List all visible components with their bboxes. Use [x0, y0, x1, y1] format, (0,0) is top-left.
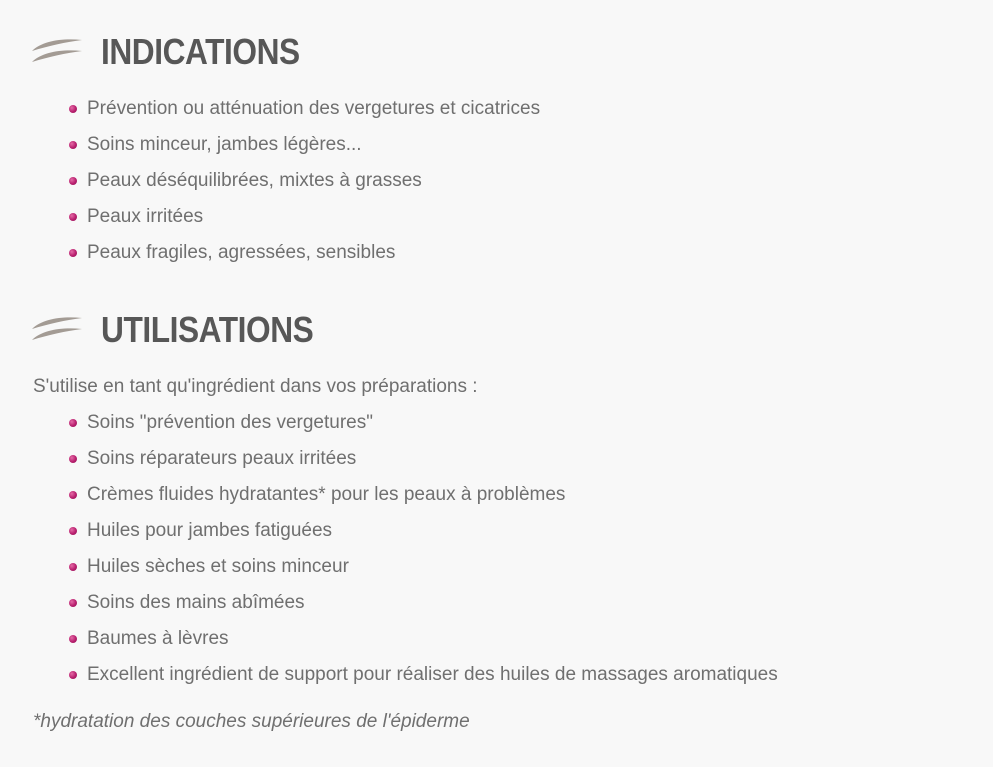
list-item-label: Prévention ou atténuation des vergetures et cicatrices: [87, 98, 541, 119]
bullet-icon: [69, 105, 77, 113]
bullet-icon: [69, 455, 77, 463]
indications-header: [0, 30, 993, 80]
list-item: [0, 127, 993, 163]
list-item-label: Excellent ingrédient de support pour réaliser des huiles de massages aromatiques: [87, 664, 778, 685]
list-item: [0, 621, 993, 657]
bullet-icon: [69, 249, 77, 257]
list-item: [0, 235, 993, 271]
list-item: [0, 441, 993, 477]
list-item-label: Crèmes fluides hydratantes* pour les peaux à problèmes: [87, 484, 566, 505]
list-item: [0, 585, 993, 621]
list-item: [0, 513, 993, 549]
list-item: [0, 91, 993, 127]
footnote: *hydratation des couches supérieures de l'épiderme: [33, 711, 470, 732]
list-item: [0, 657, 993, 693]
swoosh-icon: [30, 36, 84, 66]
utilisations-title: UTILISATIONS: [101, 309, 314, 350]
list-item-label: Soins "prévention des vergetures": [87, 412, 373, 433]
list-item: [0, 163, 993, 199]
list-item: [0, 549, 993, 585]
list-item-label: Baumes à lèvres: [87, 628, 229, 649]
bullet-icon: [69, 141, 77, 149]
bullet-icon: [69, 635, 77, 643]
utilisations-section: [0, 308, 993, 358]
list-item: [0, 199, 993, 235]
utilisations-intro: S'utilise en tant qu'ingrédient dans vos préparations :: [33, 376, 478, 397]
bullet-icon: [69, 213, 77, 221]
bullet-icon: [69, 419, 77, 427]
list-item: [0, 477, 993, 513]
list-item-label: Huiles pour jambes fatiguées: [87, 520, 333, 541]
list-item-label: Huiles sèches et soins minceur: [87, 556, 349, 577]
swoosh-icon: [30, 314, 84, 344]
indications-section: [0, 30, 993, 80]
list-item: [0, 405, 993, 441]
list-item-label: Soins minceur, jambes légères...: [87, 134, 362, 155]
list-item-label: Peaux déséquilibrées, mixtes à grasses: [87, 170, 422, 191]
bullet-icon: [69, 563, 77, 571]
utilisations-header: [0, 308, 993, 358]
indications-title: INDICATIONS: [101, 31, 300, 72]
indications-list: [0, 91, 993, 271]
list-item-label: Soins réparateurs peaux irritées: [87, 448, 357, 469]
bullet-icon: [69, 527, 77, 535]
list-item-label: Peaux fragiles, agressées, sensibles: [87, 242, 396, 263]
list-item-label: Peaux irritées: [87, 206, 204, 227]
bullet-icon: [69, 671, 77, 679]
bullet-icon: [69, 177, 77, 185]
bullet-icon: [69, 599, 77, 607]
utilisations-list: [0, 405, 993, 693]
bullet-icon: [69, 491, 77, 499]
list-item-label: Soins des mains abîmées: [87, 592, 305, 613]
